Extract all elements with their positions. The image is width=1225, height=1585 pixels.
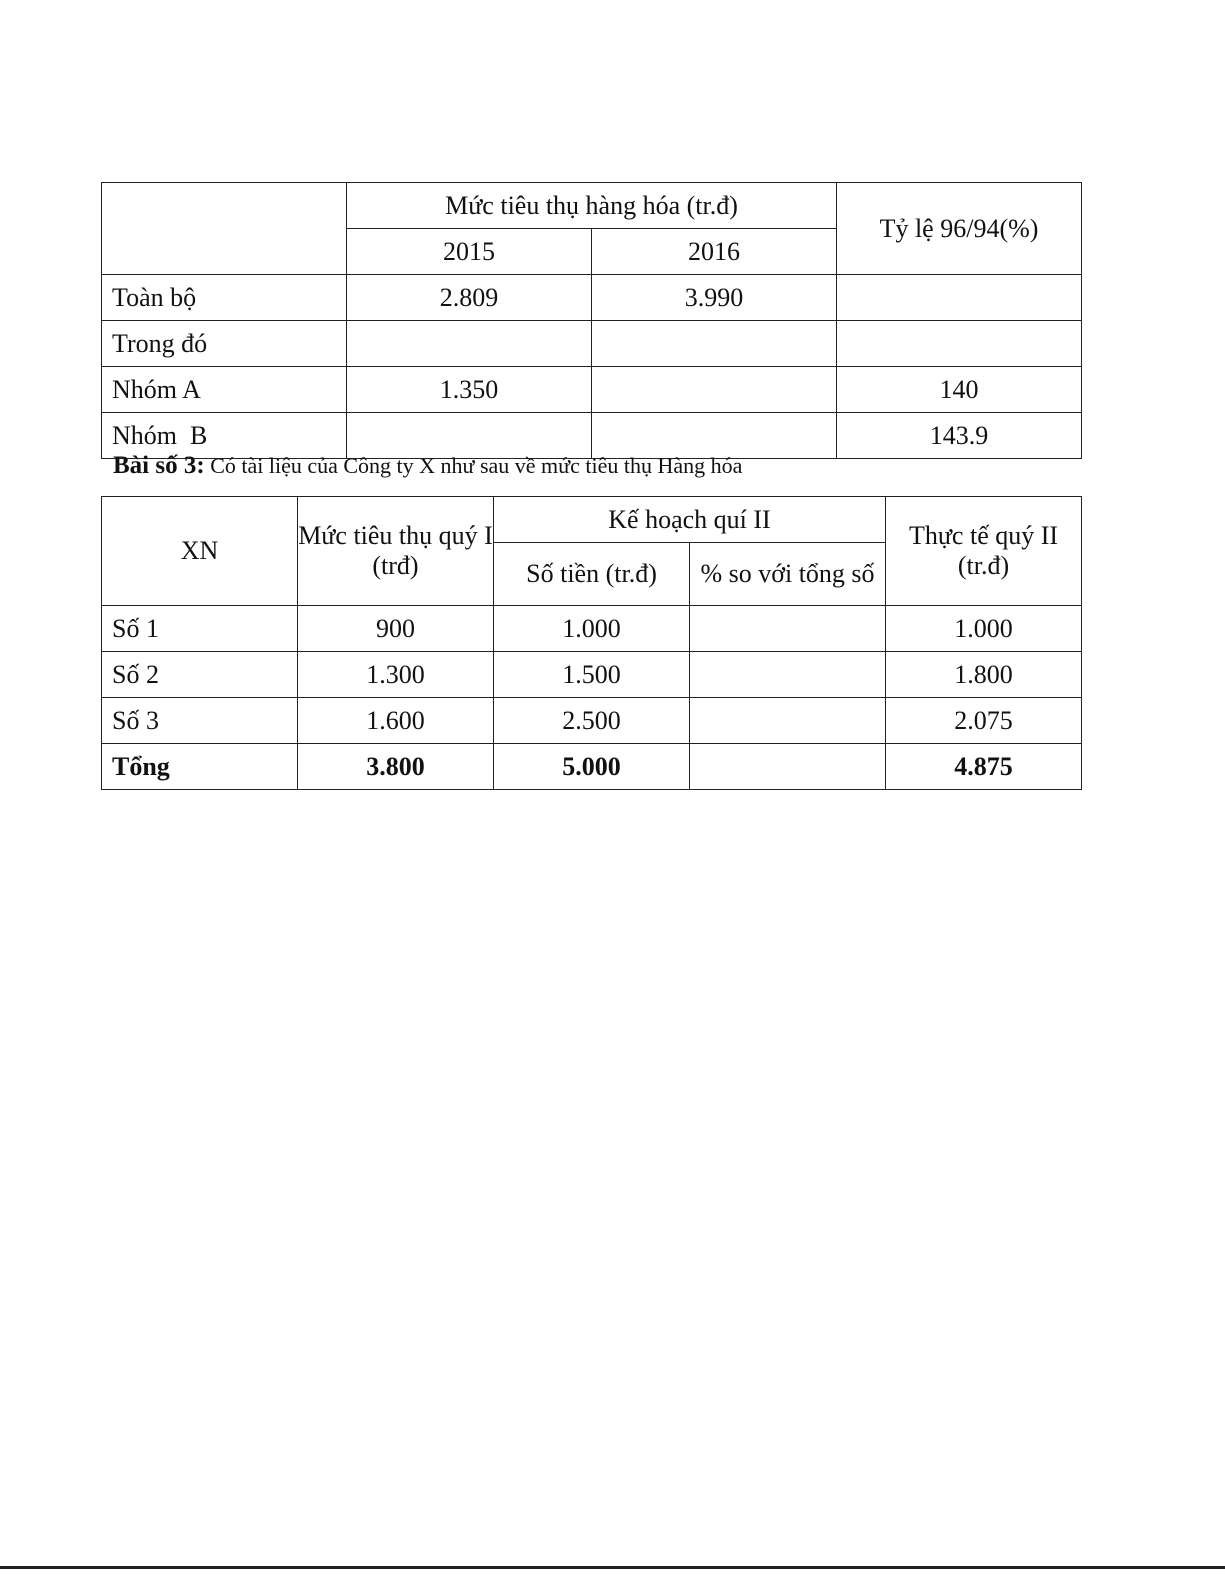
- header-ratio: Tỷ lệ 96/94(%): [837, 183, 1082, 275]
- header-group: Mức tiêu thụ hàng hóa (tr.đ): [347, 183, 837, 229]
- cell-q1: 900: [298, 606, 494, 652]
- header-q1: Mức tiêu thụ quý I (trđ): [298, 497, 494, 606]
- row-label: Toàn bộ: [102, 275, 347, 321]
- header-year-2016: 2016: [592, 229, 837, 275]
- cell-2015: 2.809: [347, 275, 592, 321]
- cell-actual: 1.000: [886, 606, 1082, 652]
- cell-q1: 1.300: [298, 652, 494, 698]
- exercise-number: Bài số 3:: [113, 452, 205, 479]
- plan-table: [101, 496, 1082, 790]
- corner-cell: [102, 183, 347, 275]
- total-q1: 3.800: [298, 744, 494, 790]
- cell-plan: 1.500: [494, 652, 690, 698]
- cell-ratio: 140: [837, 367, 1082, 413]
- header-plan: Kế hoạch quí II: [494, 497, 886, 543]
- table-row: [102, 698, 1082, 744]
- total-actual: 4.875: [886, 744, 1082, 790]
- cell-ratio: 143.9: [837, 413, 1082, 459]
- cell-pct: [690, 652, 886, 698]
- table-row: [102, 367, 1082, 413]
- table-row: [102, 606, 1082, 652]
- total-label: Tổng: [102, 744, 298, 790]
- row-xn: Số 2: [102, 652, 298, 698]
- cell-2016: 3.990: [592, 275, 837, 321]
- header-xn: XN: [102, 497, 298, 606]
- cell-plan: 1.000: [494, 606, 690, 652]
- total-plan: 5.000: [494, 744, 690, 790]
- cell-2015: [347, 321, 592, 367]
- cell-pct: [690, 698, 886, 744]
- row-label: Nhóm B: [102, 413, 347, 459]
- total-pct: [690, 744, 886, 790]
- cell-actual: 1.800: [886, 652, 1082, 698]
- cell-ratio: [837, 321, 1082, 367]
- exercise-caption: [113, 452, 742, 480]
- header-year-2015: 2015: [347, 229, 592, 275]
- cell-actual: 2.075: [886, 698, 1082, 744]
- table-row: [102, 275, 1082, 321]
- cell-2015: 1.350: [347, 367, 592, 413]
- header-actual: Thực tế quý II (tr.đ): [886, 497, 1082, 606]
- cell-ratio: [837, 275, 1082, 321]
- table-row: [102, 652, 1082, 698]
- cell-pct: [690, 606, 886, 652]
- table-row: [102, 321, 1082, 367]
- header-plan-money: Số tiền (tr.đ): [494, 543, 690, 606]
- exercise-text: Có tài liệu của Công ty X như sau về mức tiêu thụ Hàng hóa: [204, 453, 743, 478]
- page-bottom-rule: [0, 1566, 1225, 1569]
- header-plan-pct: % so với tổng số: [690, 543, 886, 606]
- row-label: Nhóm A: [102, 367, 347, 413]
- cell-2016: [592, 321, 837, 367]
- cell-plan: 2.500: [494, 698, 690, 744]
- cell-2016: [592, 367, 837, 413]
- consumption-table: [101, 182, 1082, 459]
- row-xn: Số 1: [102, 606, 298, 652]
- cell-q1: 1.600: [298, 698, 494, 744]
- total-row: [102, 744, 1082, 790]
- row-label: Trong đó: [102, 321, 347, 367]
- row-xn: Số 3: [102, 698, 298, 744]
